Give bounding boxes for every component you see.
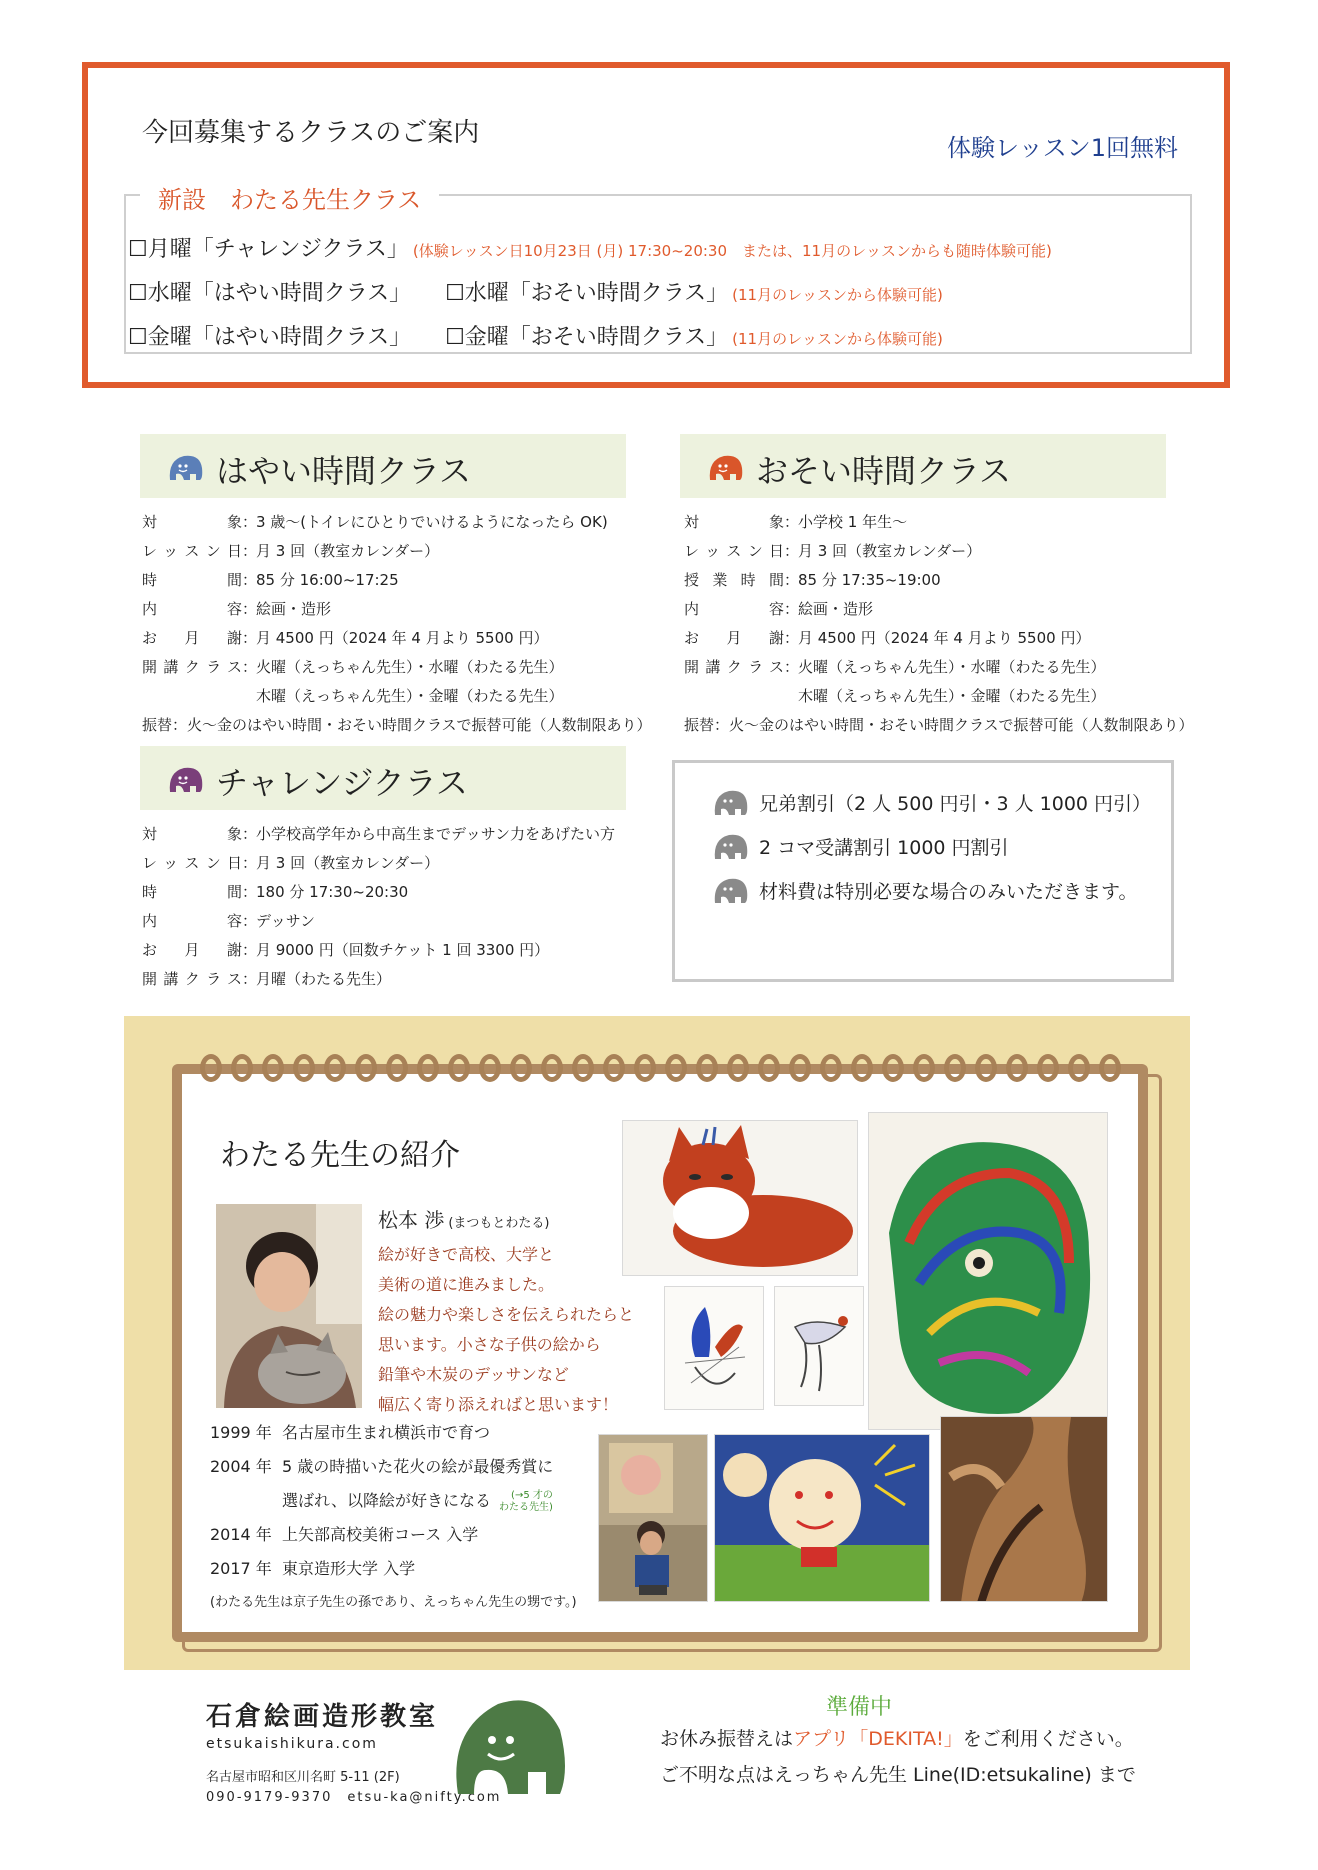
career-year: 2017 年 <box>210 1559 272 1578</box>
notepad-ring <box>417 1054 439 1082</box>
notepad-ring <box>448 1054 470 1082</box>
info-key: 対 象 <box>142 825 242 843</box>
discount-label: 材料費は特別必要な場合のみいただきます。 <box>759 880 1138 903</box>
notepad-rings <box>200 1054 1140 1094</box>
info-value: 85 分 16:00~17:25 <box>256 571 399 589</box>
free-trial-label: 体験レッスン1回無料 <box>946 134 1178 162</box>
notepad-ring <box>758 1054 780 1082</box>
career-text: 選ばれ、以降絵が好きになる <box>282 1491 491 1510</box>
school-contact[interactable]: 090-9179-9370 etsu-ka@nifty.com <box>206 1790 502 1805</box>
notepad-ring <box>231 1054 253 1082</box>
friday-late-checkbox[interactable]: ☐金曜「おそい時間クラス」 <box>445 325 729 350</box>
artwork-charcoal <box>940 1416 1108 1602</box>
elephant-icon <box>166 452 206 482</box>
new-class-title: 新設 わたる先生クラス <box>140 180 439 215</box>
app-notice <box>660 1724 1134 1751</box>
career-row <box>210 1552 577 1586</box>
career-text: 上矢部高校美術コース 入学 <box>282 1525 479 1544</box>
family-note: (わたる先生は京子先生の孫であり、えっちゃん先生の甥です。) <box>210 1595 577 1610</box>
teacher-heading: わたる先生の紹介 <box>220 1138 460 1173</box>
notepad-ring <box>665 1054 687 1082</box>
info-key: レッスン日 <box>142 854 242 872</box>
notepad-ring <box>1068 1054 1090 1082</box>
info-value: 火曜（えっちゃん先生）・水曜（わたる先生） <box>256 658 564 676</box>
notepad-ring <box>696 1054 718 1082</box>
info-key: お 月 謝 <box>684 629 784 647</box>
info-row: お 月 謝 ： 月 4500 円（2024 年 4 月より 5500 円） <box>684 624 1194 653</box>
osoi-class-info <box>684 508 1194 740</box>
class-option-row <box>128 276 943 307</box>
photo-caption: (→5 才の わたる先生) <box>498 1489 553 1513</box>
career-text: 名古屋市生まれ横浜市で育つ <box>282 1423 491 1442</box>
osoi-class-header <box>680 434 1166 498</box>
info-key: お 月 謝 <box>142 629 242 647</box>
info-row: 内 容 ： 絵画・造形 <box>684 595 1194 624</box>
notepad-ring <box>510 1054 532 1082</box>
info-value: デッサン <box>256 912 315 930</box>
notepad-ring <box>944 1054 966 1082</box>
info-value: 月 9000 円（回数チケット 1 回 3300 円） <box>256 941 550 959</box>
teacher-career <box>210 1416 577 1620</box>
wednesday-early-checkbox[interactable]: ☐水曜「はやい時間クラス」 <box>128 281 412 306</box>
notepad-ring <box>913 1054 935 1082</box>
info-key: 時 間 <box>142 883 242 901</box>
notepad-ring <box>386 1054 408 1082</box>
hayai-class-title: はやい時間クラス <box>216 452 472 490</box>
osoi-class-title: おそい時間クラス <box>756 452 1012 490</box>
monday-challenge-checkbox[interactable]: ☐月曜「チャレンジクラス」 <box>128 237 409 262</box>
info-key: お 月 謝 <box>142 941 242 959</box>
transfer-note: 振替：火〜金のはやい時間・おそい時間クラスで振替可能（人数制限あり） <box>142 716 652 734</box>
notepad-ring <box>293 1054 315 1082</box>
info-value: 月 4500 円（2024 年 4 月より 5500 円） <box>256 629 549 647</box>
notepad-ring <box>727 1054 749 1082</box>
transfer-note: 振替：火〜金のはやい時間・おそい時間クラスで振替可能（人数制限あり） <box>684 716 1194 734</box>
app-name-link[interactable]: アプリ「DEKITA!」 <box>793 1728 963 1750</box>
notepad-ring <box>634 1054 656 1082</box>
info-row: 開講クラス ： 火曜（えっちゃん先生）・水曜（わたる先生） <box>684 653 1194 682</box>
career-year: 1999 年 <box>210 1423 272 1442</box>
discount-item <box>711 787 1151 817</box>
teacher-name-reading: (まつもとわたる) <box>448 1216 550 1231</box>
info-row: 授業時間 ： 85 分 17:35~19:00 <box>684 566 1194 595</box>
discount-item <box>711 875 1137 905</box>
notepad-ring <box>603 1054 625 1082</box>
info-row: 時 間 ： 180 分 17:30~20:30 <box>142 878 615 907</box>
discount-label: 兄弟割引（2 人 500 円引・3 人 1000 円引） <box>759 792 1152 815</box>
monday-challenge-note: (体験レッスン日10月23日 (月) 17:30~20:30 または、11月のレッスンからも随時体験可能) <box>412 242 1052 260</box>
app-notice-prefix: お休み振替えは <box>660 1728 794 1750</box>
elephant-icon <box>711 875 751 905</box>
info-value: 絵画・造形 <box>256 600 332 618</box>
info-value: 小学校高学年から中高生までデッサン力をあげたい方 <box>256 825 615 843</box>
info-row: 開講クラス ： 月曜（わたる先生） <box>142 965 615 994</box>
wednesday-late-note: (11月のレッスンから体験可能) <box>732 286 943 304</box>
teacher-photo <box>216 1204 362 1408</box>
career-row <box>210 1450 577 1484</box>
info-key: 時 間 <box>142 571 242 589</box>
info-key: 開講クラス <box>142 658 242 676</box>
teacher-name <box>378 1204 550 1233</box>
discount-box <box>672 760 1174 982</box>
artwork-sketch-2 <box>774 1286 864 1406</box>
info-row: 対 象 ： 3 歳〜(トイレにひとりでいけるようになったら OK) <box>142 508 652 537</box>
elephant-icon <box>706 452 746 482</box>
hayai-class-info <box>142 508 652 740</box>
info-value: 月 3 回（教室カレンダー） <box>256 542 440 560</box>
notepad-ring <box>541 1054 563 1082</box>
discount-label: 2 コマ受講割引 1000 円割引 <box>759 836 1009 859</box>
class-option-row <box>128 320 943 351</box>
notepad-ring <box>324 1054 346 1082</box>
friday-late-note: (11月のレッスンから体験可能) <box>732 330 943 348</box>
info-key: 内 容 <box>142 600 242 618</box>
artwork-childhood-fireworks <box>714 1434 930 1602</box>
info-row: 開講クラス ： 火曜（えっちゃん先生）・水曜（わたる先生） <box>142 653 652 682</box>
notepad-ring <box>262 1054 284 1082</box>
school-name: 石倉絵画造形教室 <box>206 1702 439 1732</box>
info-key: レッスン日 <box>142 542 242 560</box>
career-row <box>210 1518 577 1552</box>
info-row: 内 容 ： 絵画・造形 <box>142 595 652 624</box>
elephant-icon <box>166 764 206 794</box>
info-key: レッスン日 <box>684 542 784 560</box>
info-row: 対 象 ： 小学校高学年から中高生までデッサン力をあげたい方 <box>142 820 615 849</box>
career-row <box>210 1416 577 1450</box>
info-value: 月 4500 円（2024 年 4 月より 5500 円） <box>798 629 1091 647</box>
info-row: お 月 謝 ： 月 4500 円（2024 年 4 月より 5500 円） <box>142 624 652 653</box>
elephant-logo-icon <box>448 1690 568 1800</box>
info-key: 内 容 <box>684 600 784 618</box>
artwork-abstract-face <box>868 1112 1108 1430</box>
info-key: 対 象 <box>142 513 242 531</box>
career-year: 2004 年 <box>210 1457 272 1476</box>
info-row: レッスン日 ： 月 3 回（教室カレンダー） <box>142 849 615 878</box>
notepad-ring <box>572 1054 594 1082</box>
notepad-ring <box>975 1054 997 1082</box>
info-row: 時 間 ： 85 分 16:00~17:25 <box>142 566 652 595</box>
announcement-box <box>82 62 1230 388</box>
career-year: 2014 年 <box>210 1525 272 1544</box>
info-value: 小学校 1 年生〜 <box>798 513 908 531</box>
info-row: お 月 謝 ： 月 9000 円（回数チケット 1 回 3300 円） <box>142 936 615 965</box>
info-key: 開講クラス <box>684 658 784 676</box>
school-address: 名古屋市昭和区川名町 5-11 (2F) <box>206 1770 400 1785</box>
school-url[interactable]: etsukaishikura.com <box>206 1736 378 1752</box>
info-key: 対 象 <box>684 513 784 531</box>
friday-early-checkbox[interactable]: ☐金曜「はやい時間クラス」 <box>128 325 412 350</box>
artwork-sketch-1 <box>664 1286 764 1410</box>
childhood-photo <box>598 1434 708 1602</box>
info-value: 月曜（わたる先生） <box>256 970 392 988</box>
preparing-label: 準備中 <box>826 1695 893 1720</box>
notepad-ring <box>1006 1054 1028 1082</box>
info-row: 内 容 ： デッサン <box>142 907 615 936</box>
teacher-section <box>124 1016 1190 1670</box>
elephant-icon <box>711 831 751 861</box>
career-text: 東京造形大学 入学 <box>282 1559 416 1578</box>
line-contact-notice: ご不明な点はえっちゃん先生 Line(ID:etsukaline) まで <box>660 1764 1136 1786</box>
elephant-icon <box>711 787 751 817</box>
career-row <box>210 1484 577 1518</box>
info-continuation: 木曜（えっちゃん先生）・金曜（わたる先生） <box>798 687 1106 705</box>
info-value: 85 分 17:35~19:00 <box>798 571 941 589</box>
teacher-name-text: 松本 渉 <box>378 1208 445 1232</box>
info-value: 絵画・造形 <box>798 600 874 618</box>
discount-item <box>711 831 1009 861</box>
info-row: 対 象 ： 小学校 1 年生〜 <box>684 508 1194 537</box>
info-continuation: 木曜（えっちゃん先生）・金曜（わたる先生） <box>256 687 564 705</box>
app-notice-suffix: をご利用ください。 <box>962 1728 1134 1750</box>
notepad-ring <box>820 1054 842 1082</box>
info-row: レッスン日 ： 月 3 回（教室カレンダー） <box>142 537 652 566</box>
class-option-row <box>128 232 1052 263</box>
notepad-ring <box>851 1054 873 1082</box>
info-value: 月 3 回（教室カレンダー） <box>256 854 440 872</box>
teacher-bio: 絵が好きで高校、大学と 美術の道に進みました。 絵の魅力や楽しさを伝えられたらと 思います。小さな子供の絵から 鉛筆や木炭のデッサンなど 幅広く寄り添えればと思います！ <box>378 1245 635 1414</box>
challenge-class-info <box>142 820 615 994</box>
notepad-ring <box>789 1054 811 1082</box>
info-key: 内 容 <box>142 912 242 930</box>
info-key: 授業時間 <box>684 571 784 589</box>
notepad-ring <box>355 1054 377 1082</box>
info-key: 開講クラス <box>142 970 242 988</box>
challenge-class-title: チャレンジクラス <box>216 764 468 802</box>
info-value: 火曜（えっちゃん先生）・水曜（わたる先生） <box>798 658 1106 676</box>
notepad-ring <box>1037 1054 1059 1082</box>
wednesday-late-checkbox[interactable]: ☐水曜「おそい時間クラス」 <box>445 281 729 306</box>
notepad-ring <box>1099 1054 1121 1082</box>
notepad-ring <box>200 1054 222 1082</box>
info-value: 月 3 回（教室カレンダー） <box>798 542 982 560</box>
info-value: 180 分 17:30~20:30 <box>256 883 409 901</box>
info-value: 3 歳〜(トイレにひとりでいけるようになったら OK) <box>256 513 608 531</box>
challenge-class-header <box>140 746 626 810</box>
notepad-ring <box>479 1054 501 1082</box>
artwork-cat <box>622 1120 858 1276</box>
announcement-title: 今回募集するクラスのご案内 <box>142 118 480 148</box>
info-row: レッスン日 ： 月 3 回（教室カレンダー） <box>684 537 1194 566</box>
hayai-class-header <box>140 434 626 498</box>
career-text: 5 歳の時描いた花火の絵が最優秀賞に <box>282 1457 554 1476</box>
notepad-ring <box>882 1054 904 1082</box>
